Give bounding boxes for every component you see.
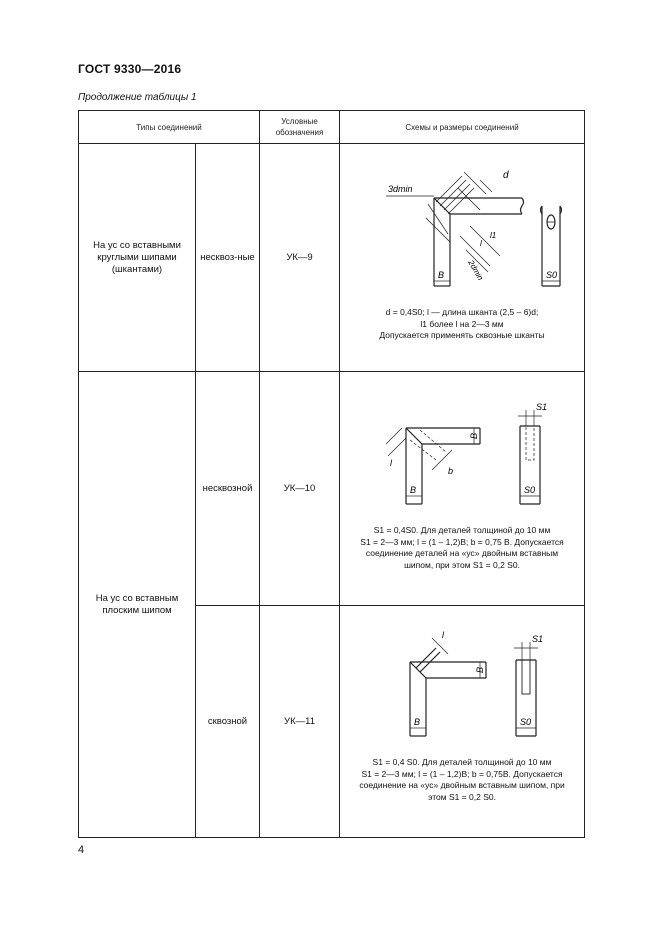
scheme-notes: d = 0,4S0; l — длина шканта (2,5 – 6)d; l1 более l на 2—3 мм Допускается применять сквозные шканты <box>379 307 545 340</box>
scheme-cell <box>340 606 585 838</box>
table-row <box>79 372 585 606</box>
label-l: l <box>480 239 482 248</box>
joint-code-cell: УК—11 <box>260 606 340 838</box>
table-continuation-caption: Продолжение таблицы 1 <box>78 92 197 103</box>
label-b: b <box>448 466 454 476</box>
joint-type-cell: На ус со вставным плоским шипом <box>79 372 196 838</box>
scheme-cell <box>340 372 585 606</box>
label-B-vertical: B <box>469 432 480 439</box>
column-header-schemes: Схемы и размеры соединений <box>340 111 585 144</box>
document-title: ГОСТ 9330—2016 <box>78 62 182 76</box>
joints-table <box>78 110 585 838</box>
joint-subtype-cell: несквозной <box>196 372 260 606</box>
label-B-vertical: B <box>475 666 486 673</box>
table-header-row <box>79 111 585 144</box>
label-B: B <box>410 485 417 495</box>
label-3dmin: 3dmin <box>388 184 413 194</box>
label-l: l <box>390 458 393 468</box>
table-row <box>79 144 585 372</box>
scheme-notes: S1 = 0,4S0. Для деталей толщиной до 10 мм S1 = 2—3 мм; l = (1 – 1,2)B; b = 0,75 B. Допускается соединение деталей на «ус» двойным вставным шипом, при этом S1 = 0,2 S0. <box>360 525 564 570</box>
scheme-drawing-uk11 <box>340 606 585 754</box>
label-l1: l1 <box>490 231 497 240</box>
scheme-notes: S1 = 0,4 S0. Для деталей толщиной до 10 мм S1 = 2—3 мм; l = (1 – 1,2)B; b = 0,75B. Допускается соединение на «ус» двойным вставным шипом, при этом S1 = 0,2 S0. <box>359 757 565 802</box>
joint-subtype-cell: сквозной <box>196 606 260 838</box>
label-2dmin: 2dmin <box>466 258 485 282</box>
column-header-types: Типы соединений <box>79 111 260 144</box>
joint-code-cell: УК—9 <box>260 144 340 372</box>
scheme-drawing-uk10 <box>340 372 585 522</box>
scheme-cell <box>340 144 585 372</box>
label-S1: S1 <box>532 634 544 644</box>
label-l: l <box>442 630 445 640</box>
label-d: d <box>503 170 509 181</box>
label-B: B <box>438 270 445 280</box>
page-number: 4 <box>78 844 85 856</box>
joint-type-cell: На ус со вставными круглыми шипами (шкантами) <box>79 144 196 372</box>
column-header-designation: Условные обозначения <box>260 111 340 144</box>
joint-subtype-cell: несквоз-ные <box>196 144 260 372</box>
scheme-drawing-uk9 <box>340 144 585 304</box>
label-S1: S1 <box>536 402 548 412</box>
label-S0: S0 <box>524 485 536 495</box>
label-B: B <box>414 717 421 727</box>
label-S0: S0 <box>520 717 532 727</box>
label-S0: S0 <box>546 270 558 280</box>
joint-code-cell: УК—10 <box>260 372 340 606</box>
